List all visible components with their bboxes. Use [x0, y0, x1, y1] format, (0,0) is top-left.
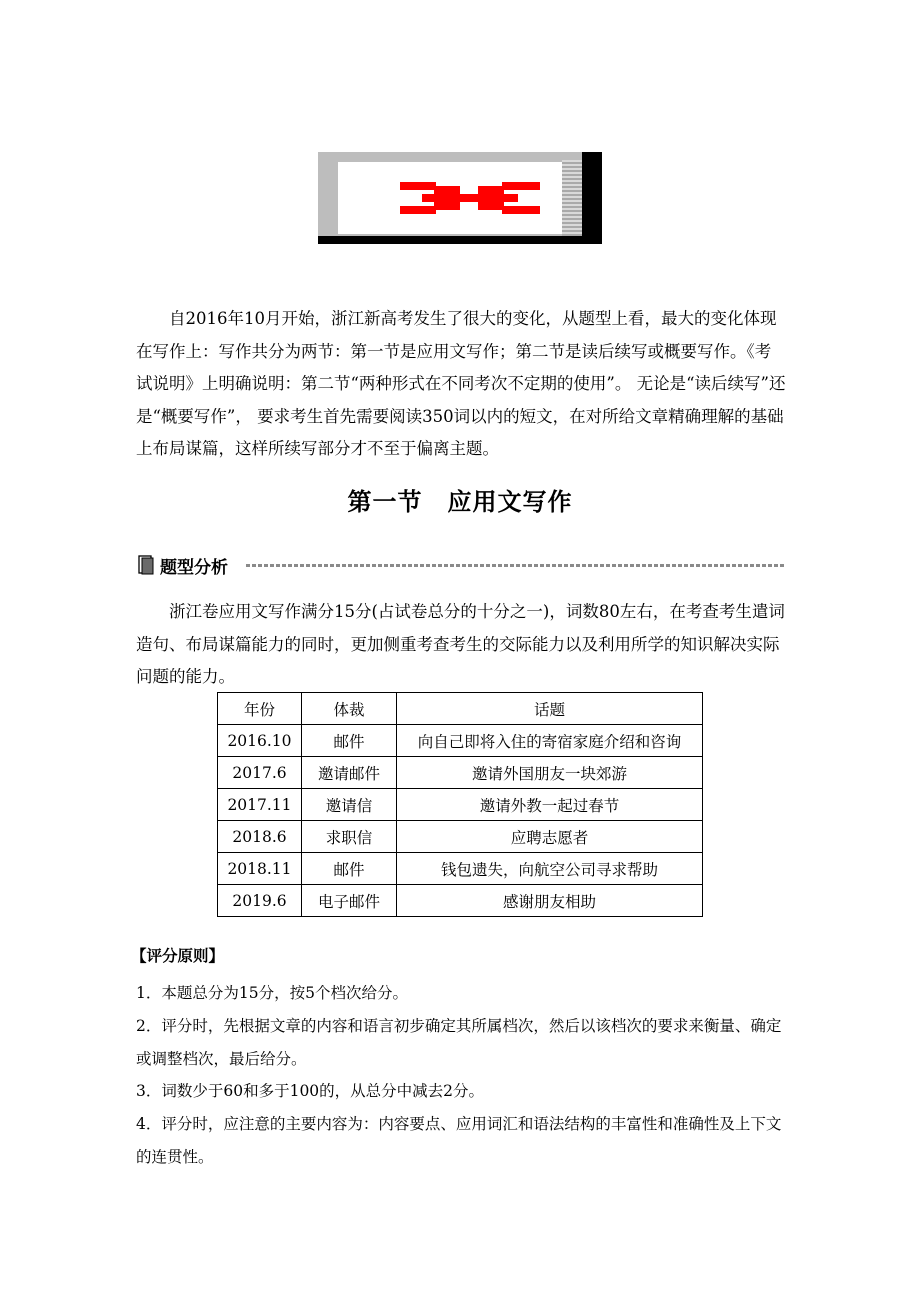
cell-topic: 应聘志愿者: [397, 821, 703, 853]
topics-table: [217, 692, 703, 917]
table-row: [218, 757, 703, 789]
analysis-paragraph: 浙江卷应用文写作满分15分(占试卷总分的十分之一)，词数80左右，在考查考生遣词造句、布局谋篇能力的同时，更加侧重考查考生的交际能力以及利用所学的知识解决实际问题的能力。: [136, 602, 785, 686]
document-icon: [138, 555, 154, 575]
cell-genre: 邀请邮件: [302, 757, 397, 789]
cell-year: 2018.6: [218, 821, 302, 853]
scoring-item-4: 4．评分时，应注意的主要内容为：内容要点、应用词汇和语法结构的丰富性和准确性及上下文的连贯性。: [136, 1115, 782, 1166]
banner-ornament-right-bottom: [502, 206, 540, 214]
scoring-item-3: 3．词数少于60和多于100的，从总分中减去2分。: [136, 1082, 485, 1100]
scoring-title: 【评分原则】: [131, 947, 225, 965]
cell-topic: 邀请外国朋友一块郊游: [397, 757, 703, 789]
scoring-item-1: 1．本题总分为15分，按5个档次给分。: [136, 984, 408, 1002]
banner-ornament-left-top: [400, 182, 436, 190]
cell-topic: 向自己即将入住的寄宿家庭介绍和咨询: [397, 725, 703, 757]
chapter-banner: [318, 152, 602, 244]
cell-year: 2017.11: [218, 789, 302, 821]
header-year: 年份: [218, 693, 302, 725]
cell-genre: 电子邮件: [302, 885, 397, 917]
intro-paragraph: 自2016年10月开始，浙江新高考发生了很大的变化，从题型上看，最大的变化体现在写作上：写作共分为两节：第一节是应用文写作；第二节是读后续写或概要写作。《考试说明》上明确说明：第二节“两种形式在不同考次不定期的使用”。 无论是“读后续写”还是“概要写作”， 要求考生首先需要阅读350词以内的短文，在对所给文章精确理解的基础上布局谋篇，这样所续写部分才不至于偏离主题。: [136, 309, 786, 458]
banner-shadow: [582, 158, 602, 244]
header-genre: 体裁: [302, 693, 397, 725]
table-header-row: [218, 693, 703, 725]
banner-ornament-left-bottom: [400, 206, 436, 214]
section-title: 第一节 应用文写作: [347, 488, 573, 516]
analysis-label: 题型分析: [160, 558, 228, 578]
table-row: [218, 789, 703, 821]
cell-year: 2019.6: [218, 885, 302, 917]
banner-ornament-mid-top: [434, 186, 460, 194]
banner-inner: [338, 162, 562, 234]
table-row: [218, 885, 703, 917]
cell-year: 2018.11: [218, 853, 302, 885]
header-topic: 话题: [397, 693, 703, 725]
table-row: [218, 725, 703, 757]
banner-stripe: [562, 160, 584, 236]
scoring-item-2: 2．评分时，先根据文章的内容和语言初步确定其所属档次，然后以该档次的要求来衡量、确定或调整档次，最后给分。: [136, 1017, 782, 1068]
cell-topic: 钱包遗失，向航空公司寻求帮助: [397, 853, 703, 885]
analysis-header: [136, 552, 786, 580]
dashed-divider: [246, 564, 786, 567]
cell-topic: 感谢朋友相助: [397, 885, 703, 917]
table-row: [218, 853, 703, 885]
cell-genre: 邮件: [302, 853, 397, 885]
table-row: [218, 821, 703, 853]
cell-topic: 邀请外教一起过春节: [397, 789, 703, 821]
cell-genre: 邀请信: [302, 789, 397, 821]
cell-genre: 求职信: [302, 821, 397, 853]
cell-year: 2017.6: [218, 757, 302, 789]
banner-ornament-mid2-top: [478, 186, 504, 194]
cell-genre: 邮件: [302, 725, 397, 757]
banner-ornament-mid2-bottom: [478, 202, 504, 210]
banner-ornament-right-top: [502, 182, 540, 190]
banner-ornament-center: [422, 194, 518, 202]
cell-year: 2016.10: [218, 725, 302, 757]
banner-ornament-mid-bottom: [434, 202, 460, 210]
